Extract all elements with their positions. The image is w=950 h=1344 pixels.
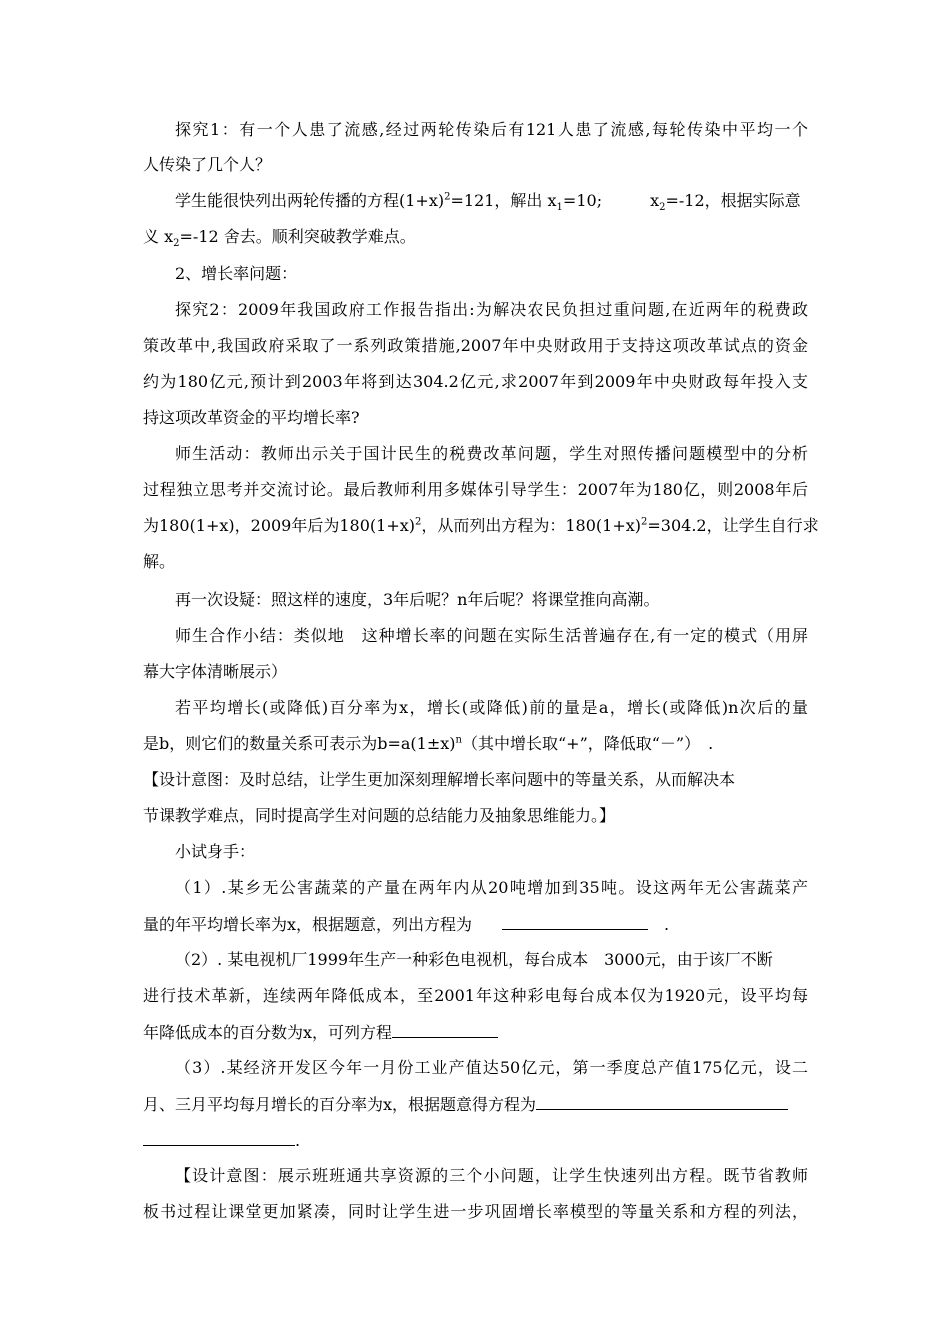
design-intent2-line2: 板书过程让课堂更加紧凑，同时让学生进一步巩固增长率模型的等量关系和方程的列法， (143, 1202, 808, 1221)
question2-line3 (143, 1022, 808, 1043)
formula-line1: 若平均增长(或降低)百分率为x，增长(或降低)前的量是a，增长(或降低)n次后的量 (175, 698, 808, 717)
inquiry1-line1: 探究1：有一个人患了流感,经过两轮传染后有121人患了流感,每轮传染中平均一个 (175, 120, 808, 139)
answer-blank-2[interactable] (392, 1022, 498, 1038)
question1-line1: （1）.某乡无公害蔬菜的产量在两年内从20吨增加到35吨。设这两年无公害蔬菜产 (175, 878, 808, 897)
activity-line1: 师生活动：教师出示关于国计民生的税费改革问题，学生对照传播问题模型中的分析 (175, 444, 808, 463)
solution-text-g: =-12 舍去。顺利突破教学难点。 (179, 227, 416, 246)
formula-line2 (143, 734, 808, 754)
activity-text-a: 为180(1+x)，2009年后为180(1+x) (143, 516, 415, 535)
solution-text-a: 学生能很快列出两轮传播的方程(1+x) (175, 191, 445, 210)
activity-line4: 解。 (143, 552, 176, 571)
answer-blank-1[interactable] (502, 914, 648, 930)
solution-line1 (175, 191, 808, 214)
inquiry1-line2: 人传染了几个人？ (143, 155, 272, 174)
activity-text-c: =304.2，让学生自行求 (647, 516, 819, 535)
question2-line1: （2）. 某电视机厂1999年生产一种彩色电视机，每台成本 3000元，由于该厂不断 (175, 950, 773, 969)
question-again-line: 再一次设疑：照这样的速度，3年后呢？n年后呢？将课堂推向高潮。 (175, 590, 660, 609)
formula-text-a: 是b，则它们的数量关系可表示为b=a(1±x) (143, 734, 456, 753)
subscript: 1 (556, 202, 563, 214)
solution-text-f: 义 x (143, 227, 174, 246)
inquiry2-line2: 策改革中,我国政府采取了一系列政策措施,2007年中央财政用于支持这项改革试点的资金 (143, 336, 808, 355)
design-intent1-line2: 节课教学难点，同时提高学生对问题的总结能力及抽象思维能力。】 (143, 806, 616, 825)
question3-text: 月、三月平均每月增长的百分率为x，根据题意得方程为 (143, 1095, 537, 1114)
subscript: 2 (659, 202, 666, 214)
solution-line2 (143, 227, 808, 250)
solution-text-b: =121，解出 x (450, 191, 557, 210)
inquiry2-line4: 持这项改革资金的平均增长率? (143, 408, 360, 427)
practice-heading: 小试身手： (175, 842, 256, 861)
solution-text-c: =10; (562, 191, 603, 210)
question3-line2 (143, 1094, 808, 1115)
inquiry2-line1: 探究2：2009年我国政府工作报告指出:为解决农民负担过重问题,在近两年的税费政 (175, 300, 808, 319)
inquiry2-line3: 约为180亿元,预计到2003年将到达304.2亿元,求2007年到2009年中央财政每年投入支 (143, 372, 808, 391)
superscript: n (455, 734, 462, 746)
superscript: 2 (415, 516, 422, 528)
question1-period: . (664, 915, 670, 934)
summary-line1: 师生合作小结：类似地 这种增长率的问题在实际生活普遍存在,有一定的模式（用屏 (175, 626, 808, 645)
answer-blank-3b[interactable] (143, 1130, 295, 1146)
activity-line2: 过程独立思考并交流讨论。最后教师利用多媒体引导学生：2007年为180亿，则2008年后 (143, 480, 808, 499)
formula-text-b: （其中增长取“+”，降低取“－”） . (461, 734, 714, 753)
subscript: 2 (173, 238, 180, 250)
section-heading-growth-rate: 2、增长率问题： (175, 264, 298, 283)
question2-text: 年降低成本的百分数为x，可列方程 (143, 1023, 393, 1042)
question3-line3 (143, 1130, 808, 1151)
question1-text: 量的年平均增长率为x，根据题意，列出方程为 (143, 915, 473, 934)
question1-line2 (143, 914, 808, 935)
answer-blank-3a[interactable] (536, 1094, 788, 1110)
superscript: 2 (641, 516, 648, 528)
solution-text-d: x (650, 191, 660, 210)
superscript: 2 (444, 191, 451, 203)
question3-period: . (295, 1131, 301, 1150)
design-intent2-line1: 【设计意图：展示班班通共享资源的三个小问题，让学生快速列出方程。既节省教师 (175, 1166, 808, 1185)
question3-line1: （3）.某经济开发区今年一月份工业产值达50亿元，第一季度总产值175亿元，设二 (175, 1058, 808, 1077)
activity-text-b: ，从而列出方程为：180(1+x) (421, 516, 642, 535)
activity-line3 (143, 516, 819, 536)
question2-line2: 进行技术革新，连续两年降低成本，至2001年这种彩电每台成本仅为1920元，设平均每 (143, 986, 808, 1005)
design-intent1-line1: 【设计意图：及时总结，让学生更加深刻理解增长率问题中的等量关系，从而解决本 (143, 770, 736, 789)
summary-line2: 幕大字体清晰展示） (143, 662, 288, 681)
solution-text-e: =-12，根据实际意 (665, 191, 801, 210)
